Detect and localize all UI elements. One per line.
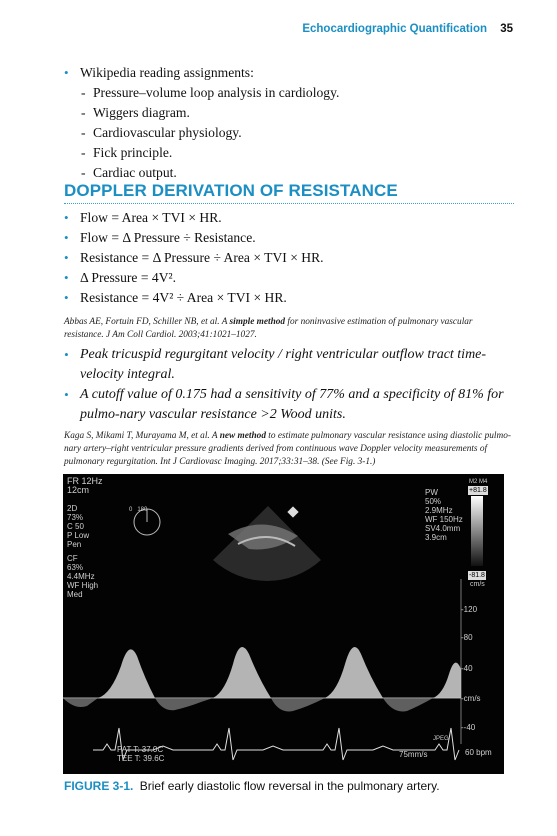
axis-tick: -cm/s <box>461 694 481 703</box>
reading-item: - Cardiac output. <box>64 163 514 183</box>
reference-kaga <box>64 430 514 469</box>
probe-marker <box>287 506 298 517</box>
doppler-spectrum <box>98 647 461 698</box>
reference-title: for noninvasive estimation of pulmonary vascular resistance. <box>64 317 473 340</box>
section-heading: DOPPLER DERIVATION OF RESISTANCE <box>64 181 398 200</box>
temperature-readout: PAT T: 37.0C TEE T: 39.6C <box>117 745 165 763</box>
scale-bottom: -81.8 <box>469 572 485 579</box>
reading-list-title: • Wikipedia reading assignments: <box>64 63 514 83</box>
finding-item: • Peak tricuspid regurgitant velocity / right ventricular outflow tract time-velocity integral. <box>64 345 514 385</box>
doppler-echo-image <box>63 474 504 774</box>
running-head <box>302 23 513 35</box>
params-pulsed-wave: PW 50% 2.9MHz WF 150Hz SV4.0mm 3.9cm <box>425 488 463 542</box>
finding-item: • A cutoff value of 0.175 had a sensitivity of 77% and a specificity of 81% for pulmo-nary vascular resistance >2 Wood units. <box>64 385 514 425</box>
formula-item: • Resistance = 4V² ÷ Area × TVI × HR. <box>64 288 514 308</box>
heart-rate: 60 bpm <box>465 748 492 757</box>
reading-list <box>64 63 514 183</box>
running-head-title: Echocardiographic Quantification <box>302 23 487 35</box>
axis-tick: -40 <box>461 664 473 673</box>
axis-tick: -80 <box>461 633 473 642</box>
reading-item: - Pressure–volume loop analysis in cardiology. <box>64 83 514 103</box>
reference-authors: Abbas AE, Fortuin FD, Schiller NB, et al. <box>64 317 220 327</box>
formula-item: • Flow = Δ Pressure ÷ Resistance. <box>64 228 514 248</box>
formula-item: • Flow = Area × TVI × HR. <box>64 208 514 228</box>
scale-unit: cm/s <box>470 581 485 588</box>
reference-citation: J Am Coll Cardiol. 2003;41:1021–1027. <box>106 330 257 340</box>
params-2d: 2D 73% C 50 P Low Pen <box>67 504 90 549</box>
jpeg-label: JPEG <box>433 736 449 742</box>
page-number: 35 <box>500 23 513 35</box>
reference-title-lead: A <box>211 431 220 441</box>
reference-title-emphasis: new method <box>219 431 266 441</box>
reading-item: - Fick principle. <box>64 143 514 163</box>
params-color-flow: CF 63% 4.4MHz WF High Med <box>67 554 99 599</box>
figure-caption-text: Brief early diastolic flow reversal in the pulmonary artery. <box>139 779 440 793</box>
reference-title-emphasis: simple method <box>229 317 286 327</box>
heading-divider <box>64 203 514 204</box>
axis-tick: --40 <box>461 723 476 732</box>
grayscale-bar <box>471 496 483 566</box>
reference-authors: Kaga S, Mikami T, Murayama M, et al. <box>64 431 210 441</box>
scale-top: +81.8 <box>469 487 487 494</box>
reference-abbas <box>64 316 514 342</box>
reading-item: - Wiggers diagram. <box>64 103 514 123</box>
sweep-speed: 75mm/s <box>399 750 428 759</box>
formula-item: • Resistance = Δ Pressure ÷ Area × TVI × HR. <box>64 248 514 268</box>
axis-tick: -120 <box>461 605 478 614</box>
map-label: M2 M4 <box>469 479 488 485</box>
findings-list <box>64 345 514 425</box>
figure-label: FIGURE 3-1. <box>64 779 134 793</box>
reference-citation: Int J Cardiovasc Imaging. 2017;33:31–38. (See Fig. 3-1.) <box>160 457 376 467</box>
frame-rate-label: FR 12Hz 12cm <box>67 476 103 495</box>
reference-title-lead: A <box>221 317 230 327</box>
formula-list <box>64 208 514 308</box>
sector-scale: 0 180 <box>129 507 148 513</box>
reading-item: - Cardiovascular physiology. <box>64 123 514 143</box>
reference-title: to estimate pulmonary vascular resistance using diastolic pulmo-nary artery–right ventricular pressure gradients derived from continuous wave Doppler velocity measurements of pulmonary regurgitation. <box>64 431 511 467</box>
formula-item: • Δ Pressure = 4V². <box>64 268 514 288</box>
doppler-reversal <box>63 698 433 711</box>
figure-caption <box>64 779 440 793</box>
